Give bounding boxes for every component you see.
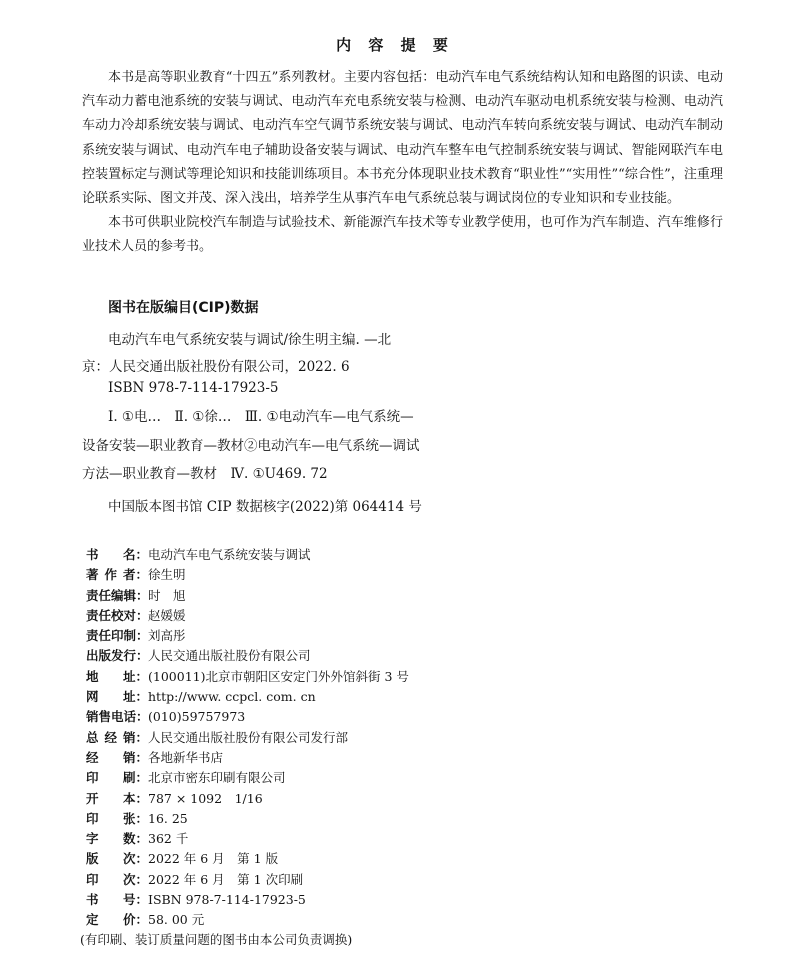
colophon-row	[86, 626, 409, 646]
colophon-label-char: 发	[111, 648, 124, 664]
colophon-label-char: 责	[86, 607, 99, 623]
colophon-label	[86, 789, 148, 809]
colophon-value: (100011)北京市朝阳区安定门外外馆斜街 3 号	[148, 668, 409, 684]
colophon-label	[86, 849, 148, 869]
colophon-value: 刘高彤	[148, 628, 186, 644]
colophon-label-char: 刷：	[122, 770, 148, 786]
colophon-label	[86, 829, 148, 849]
colophon-row	[86, 849, 409, 869]
colophon-label-char: 话：	[123, 709, 149, 725]
colophon-label-char: 经	[86, 749, 99, 765]
colophon-label	[86, 626, 148, 646]
colophon-label-char: 址：	[122, 689, 148, 705]
colophon-label-char: 辑：	[123, 587, 149, 603]
summary-paragraph-2: 本书可供职业院校汽车制造与试验技术、新能源汽车技术等专业教学使用，也可作为汽车制造、汽车维修行业技术人员的参考书。	[82, 215, 723, 255]
colophon-label-char: 印	[86, 810, 99, 826]
colophon-label-char: 经	[104, 729, 117, 745]
colophon-label-char: 任	[98, 628, 112, 644]
colophon-row	[86, 606, 409, 626]
colophon-label-char: 作	[104, 567, 117, 583]
colophon-label-char: 销：	[122, 729, 148, 745]
quality-notice: (有印刷、装订质量问题的图书由本公司负责调换)	[80, 932, 353, 947]
colophon-row	[86, 646, 409, 666]
cip-classification-3: 方法—职业教育—教材 Ⅳ. ①U469. 72	[82, 466, 328, 482]
colophon-value: (010)59757973	[148, 709, 246, 725]
cip-line-2: 京：人民交通出版社股份有限公司，2022. 6	[82, 359, 350, 375]
colophon-label	[86, 910, 148, 930]
colophon-value: 2022 年 6 月 第 1 次印刷	[148, 871, 304, 887]
colophon-value: 徐生明	[148, 567, 186, 583]
colophon-label	[86, 870, 148, 890]
colophon-label-char: 责	[86, 628, 99, 644]
colophon-row	[86, 687, 409, 707]
colophon-label	[86, 707, 148, 727]
colophon-value: 北京市密东印刷有限公司	[148, 770, 286, 786]
colophon-label-char: 本：	[122, 790, 148, 806]
colophon-label-char: 行：	[123, 648, 149, 664]
summary-body	[82, 66, 723, 260]
colophon-label-char: 制：	[123, 628, 149, 644]
colophon-row	[86, 829, 409, 849]
colophon-label	[86, 728, 148, 748]
colophon-value: 各地新华书店	[148, 749, 224, 765]
colophon-label-char: 次：	[122, 851, 148, 867]
colophon-label-char: 名：	[122, 547, 148, 562]
summary-paragraph-1: 本书是高等职业教育“十四五”系列教材。主要内容包括：电动汽车电气系统结构认知和电路图的识读、电动汽车动力蓄电池系统的安装与调试、电动汽车充电系统安装与检测、电动汽车驱动电机系统安装与检测、电动汽车动力冷却系统安装与调试、电动汽车空气调节系统安装与调试、电动汽车转向系统安装与调试、电动汽车制动系统安装与调试、电动汽车电子辅助设备安装与调试、电动汽车整车电气控制系统安装与调试、智能网联汽车电控装置标定与测试等理论知识和技能训练项目。本书充分体现职业技术教育“职业性”“实用性”“综合性”，注重理论联系实际、图文并茂、深入浅出，培养学生从事汽车电气系统总装与调试岗位的专业知识和专业技能。	[82, 70, 723, 207]
cip-classification-2: 设备安装—职业教育—教材②电动汽车—电气系统—调试	[82, 438, 420, 454]
colophon-value: 58. 00 元	[148, 912, 205, 928]
colophon-label	[86, 768, 148, 788]
colophon-label	[86, 667, 148, 687]
colophon-label-char: 总	[86, 729, 99, 745]
colophon	[86, 545, 409, 931]
colophon-label-char: 对：	[123, 607, 149, 623]
colophon-label-char: 张：	[122, 810, 148, 826]
colophon-value: http://www. ccpcl. com. cn	[148, 689, 316, 705]
colophon-label-char: 书	[86, 892, 99, 908]
colophon-value: 787 × 1092 1/16	[148, 790, 263, 806]
colophon-value: 赵媛媛	[148, 607, 186, 623]
colophon-label-char: 售	[98, 709, 112, 725]
colophon-value: 16. 25	[148, 810, 188, 826]
colophon-row	[86, 728, 409, 748]
cip-classification-1: Ⅰ. ①电… Ⅱ. ①徐… Ⅲ. ①电动汽车—电气系统—	[108, 409, 414, 425]
colophon-label-char: 版	[86, 851, 99, 867]
colophon-label-char: 印	[111, 628, 124, 644]
colophon-label-char: 著	[86, 567, 99, 583]
colophon-label	[86, 565, 148, 585]
colophon-label	[86, 687, 148, 707]
colophon-row	[86, 890, 409, 910]
colophon-label-char: 定	[86, 912, 99, 928]
cip-isbn: ISBN 978-7-114-17923-5	[108, 380, 279, 396]
colophon-label-char: 价：	[122, 912, 148, 928]
colophon-row	[86, 870, 409, 890]
colophon-row	[86, 586, 409, 606]
summary-title: 内 容 提 要	[336, 36, 454, 54]
colophon-label-char: 次：	[122, 871, 148, 887]
colophon-label	[86, 809, 148, 829]
colophon-row	[86, 545, 409, 565]
colophon-row	[86, 809, 409, 829]
colophon-label-char: 编	[111, 587, 124, 603]
colophon-label-char: 出	[86, 648, 99, 664]
colophon-value: 2022 年 6 月 第 1 版	[148, 851, 279, 867]
colophon-value: ISBN 978-7-114-17923-5	[148, 892, 306, 908]
colophon-value: 人民交通出版社股份有限公司发行部	[148, 729, 349, 745]
colophon-label-char: 印	[86, 770, 99, 786]
colophon-label-char: 版	[98, 648, 112, 664]
colophon-label-char: 网	[86, 689, 99, 705]
colophon-label-char: 电	[111, 709, 124, 725]
colophon-label-char: 数：	[122, 831, 148, 847]
colophon-label-char: 任	[98, 607, 112, 623]
colophon-label-char: 址：	[122, 668, 148, 684]
colophon-row	[86, 910, 409, 930]
colophon-label-char: 号：	[122, 892, 148, 908]
colophon-label	[86, 606, 148, 626]
colophon-label-char: 者：	[122, 567, 148, 583]
colophon-label-char: 销：	[122, 749, 148, 765]
colophon-label	[86, 890, 148, 910]
colophon-label-char: 书	[86, 547, 99, 562]
colophon-label	[86, 545, 148, 565]
colophon-label-char: 字	[86, 831, 99, 847]
colophon-label-char: 责	[86, 587, 99, 603]
colophon-label	[86, 586, 148, 606]
cip-stamp: 中国版本图书馆 CIP 数据核字(2022)第 064414 号	[108, 499, 422, 515]
colophon-label-char: 地	[86, 668, 99, 684]
colophon-value: 人民交通出版社股份有限公司	[148, 648, 311, 664]
colophon-label-char: 校	[111, 607, 124, 623]
colophon-label-char: 印	[86, 871, 99, 887]
cip-line-1: 电动汽车电气系统安装与调试/徐生明主编. —北	[108, 332, 392, 348]
colophon-label-char: 任	[98, 587, 112, 603]
colophon-label-char: 销	[86, 709, 99, 725]
colophon-label	[86, 646, 148, 666]
colophon-value: 时 旭	[148, 587, 186, 603]
colophon-row	[86, 707, 409, 727]
colophon-row	[86, 565, 409, 585]
colophon-value: 362 千	[148, 831, 189, 847]
colophon-row	[86, 768, 409, 788]
colophon-value: 电动汽车电气系统安装与调试	[148, 547, 311, 562]
colophon-row	[86, 748, 409, 768]
colophon-label	[86, 748, 148, 768]
colophon-row	[86, 789, 409, 809]
cip-heading: 图书在版编目(CIP)数据	[108, 300, 259, 316]
colophon-label-char: 开	[86, 790, 99, 806]
colophon-row	[86, 667, 409, 687]
